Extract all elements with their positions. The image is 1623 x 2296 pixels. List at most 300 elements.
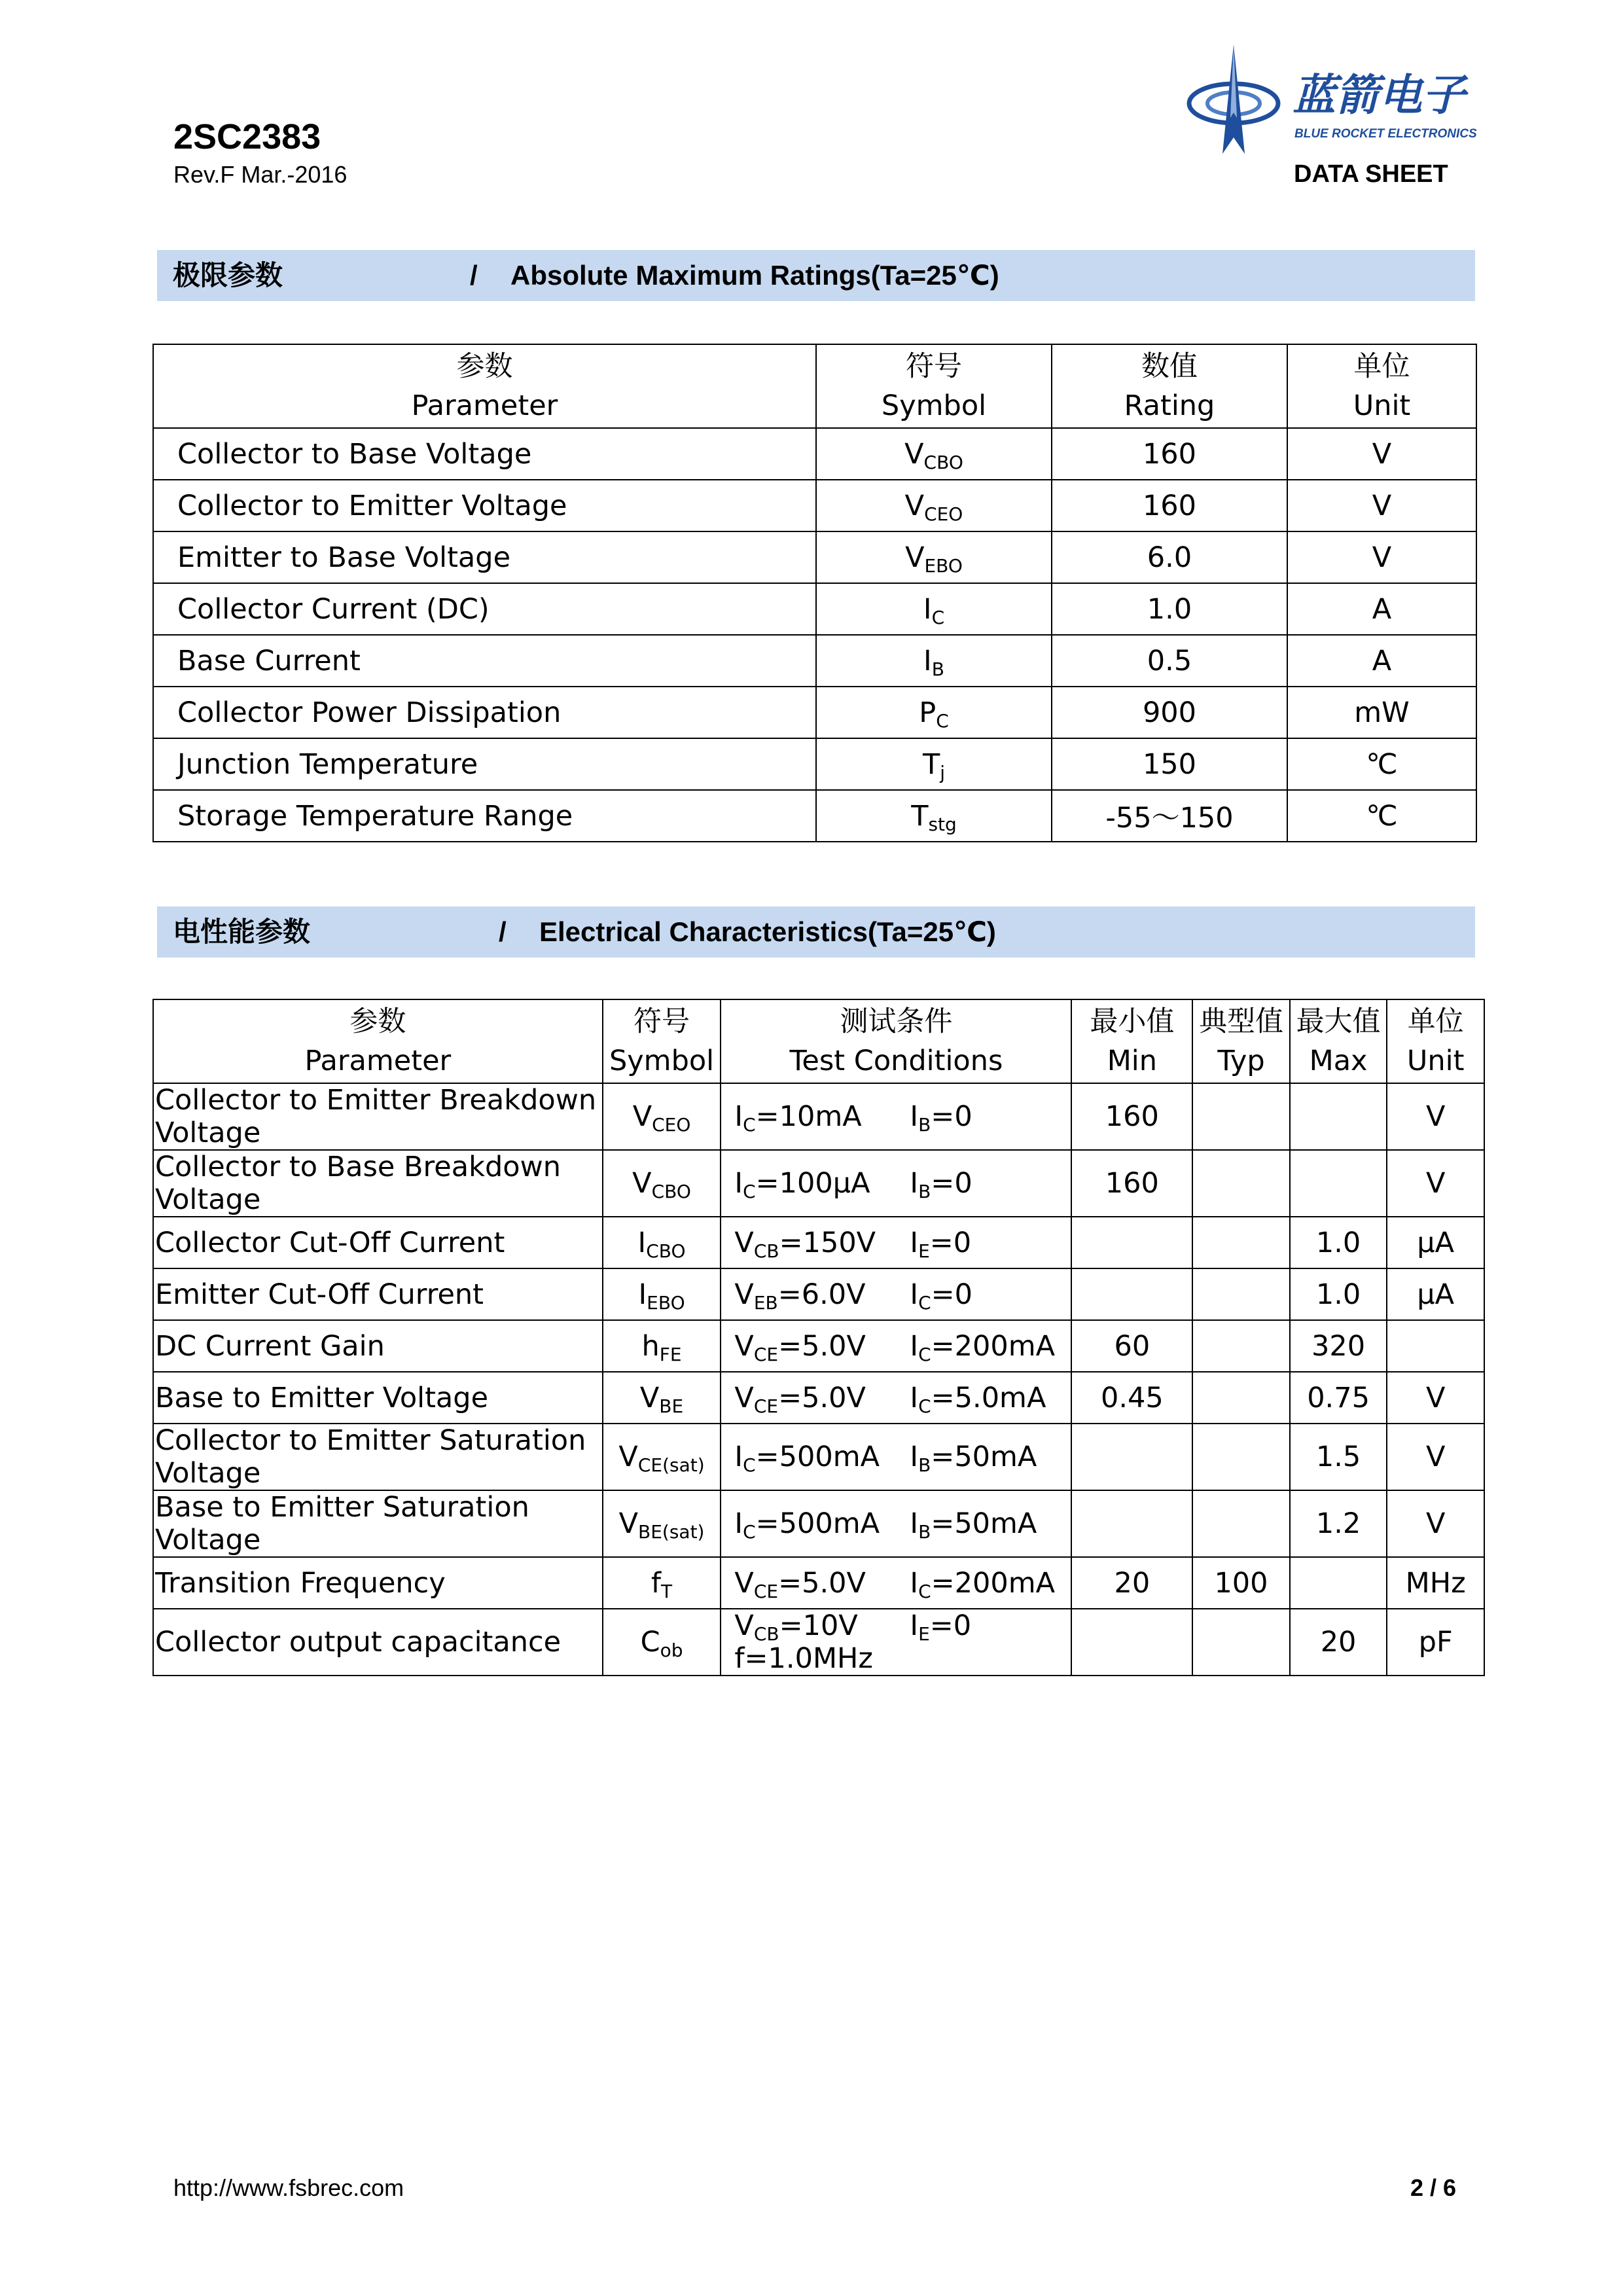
table-row	[153, 635, 1476, 687]
table-row	[153, 1268, 1484, 1320]
condition-term	[910, 1226, 972, 1262]
unit-cell: A	[1287, 583, 1476, 635]
max-cell: 320	[1290, 1320, 1387, 1372]
parameter-cell: Collector to Base Voltage	[153, 428, 816, 480]
table-row	[153, 687, 1476, 738]
condition-secondary	[910, 1441, 1037, 1476]
rating-cell: 900	[1052, 687, 1287, 738]
condition-primary	[734, 1381, 910, 1417]
parameter-cell: Base to Emitter Voltage	[153, 1372, 603, 1424]
condition-value: =200mA	[931, 1329, 1056, 1363]
condition-value: =500mA	[755, 1507, 880, 1540]
symbol-subscript: CEO	[924, 503, 963, 525]
condition-subscript: E	[918, 1623, 930, 1645]
symbol-subscript: EBO	[924, 554, 963, 577]
column-header-cn: 典型值	[1198, 1005, 1283, 1038]
test-conditions-cell	[721, 1490, 1071, 1557]
symbol-subscript: C	[931, 606, 945, 628]
table-row	[153, 480, 1476, 531]
condition-term	[910, 1441, 1037, 1476]
condition-value: =5.0V	[778, 1381, 866, 1414]
section-title-separator: /	[470, 260, 478, 291]
condition-primary	[734, 1441, 910, 1476]
table-row	[153, 531, 1476, 583]
condition-value: =0	[929, 1226, 972, 1259]
symbol-base: f	[651, 1566, 662, 1600]
electrical-characteristics-table	[152, 999, 1485, 1676]
symbol-cell	[816, 687, 1052, 738]
symbol-cell	[603, 1083, 721, 1150]
symbol-base: V	[905, 541, 925, 574]
section-title-en: Electrical Characteristics(Ta=25℃)	[539, 916, 996, 947]
condition-primary	[734, 1609, 910, 1675]
symbol-cell	[816, 738, 1052, 790]
table-row	[153, 1372, 1484, 1424]
condition-term	[734, 1100, 862, 1136]
condition-value: =500mA	[755, 1441, 880, 1473]
symbol-cell	[816, 531, 1052, 583]
condition-value: =0	[931, 1167, 972, 1200]
condition-term	[734, 1278, 866, 1314]
column-header-cn: 符号	[633, 1005, 690, 1038]
unit-cell: V	[1287, 531, 1476, 583]
condition-variable: I	[910, 1167, 919, 1200]
column-header-en: Max	[1309, 1045, 1368, 1077]
table-row	[153, 1557, 1484, 1609]
symbol-subscript: EBO	[647, 1291, 685, 1314]
unit-cell: V	[1387, 1490, 1484, 1557]
condition-subscript: CB	[753, 1623, 779, 1645]
column-header-cn: 测试条件	[840, 1005, 953, 1038]
column-header-en: Symbol	[609, 1045, 715, 1077]
test-conditions-cell	[721, 1268, 1071, 1320]
condition-value: =0	[931, 1100, 972, 1133]
condition-secondary	[910, 1567, 1055, 1600]
column-header	[1052, 344, 1287, 428]
typ-cell	[1192, 1609, 1290, 1676]
typ-cell	[1192, 1372, 1290, 1424]
column-header-cn: 最大值	[1296, 1005, 1381, 1038]
test-conditions-cell	[721, 1557, 1071, 1609]
unit-cell: V	[1287, 480, 1476, 531]
condition-subscript: C	[743, 1181, 756, 1202]
page-number: 2 / 6	[1410, 2174, 1457, 2201]
rating-cell: -55～150	[1052, 790, 1287, 842]
condition-variable: V	[734, 1278, 754, 1311]
condition-variable: I	[734, 1167, 743, 1200]
condition-subscript: C	[743, 1521, 756, 1543]
condition-variable: V	[734, 1381, 754, 1414]
condition-subscript: C	[743, 1454, 756, 1476]
unit-cell: μA	[1387, 1217, 1484, 1268]
condition-variable: V	[734, 1609, 754, 1642]
column-header	[816, 344, 1052, 428]
rating-cell: 1.0	[1052, 583, 1287, 635]
company-logo	[1185, 39, 1479, 164]
parameter-cell: Collector to Emitter Saturation Voltage	[153, 1424, 603, 1490]
condition-subscript: CB	[753, 1240, 779, 1262]
symbol-base: T	[922, 747, 940, 781]
condition-subscript: B	[918, 1521, 931, 1543]
condition-subscript: CE	[753, 1395, 779, 1417]
test-conditions-cell	[721, 1372, 1071, 1424]
symbol-cell	[603, 1490, 721, 1557]
symbol-base: P	[919, 696, 936, 729]
condition-term	[734, 1441, 880, 1476]
condition-variable: V	[734, 1329, 754, 1363]
max-cell	[1290, 1083, 1387, 1150]
min-cell: 160	[1071, 1083, 1192, 1150]
unit-cell: V	[1387, 1083, 1484, 1150]
section-title-en: Absolute Maximum Ratings(Ta=25℃)	[510, 260, 999, 291]
part-number: 2SC2383	[173, 117, 321, 156]
column-header-en: Typ	[1217, 1045, 1265, 1077]
min-cell: 60	[1071, 1320, 1192, 1372]
condition-variable: I	[910, 1441, 919, 1473]
condition-value: =150V	[779, 1226, 876, 1259]
section-electrical-heading	[157, 906, 1475, 958]
table-row	[153, 790, 1476, 842]
condition-variable: V	[734, 1226, 754, 1259]
condition-subscript: B	[918, 1114, 931, 1136]
condition-term	[734, 1226, 876, 1262]
condition-term	[734, 1167, 870, 1200]
column-header-cn: 最小值	[1090, 1005, 1175, 1038]
column-header-cn: 参数	[456, 350, 513, 383]
section-title-separator: /	[499, 916, 507, 947]
symbol-base: h	[641, 1329, 660, 1363]
min-cell	[1071, 1217, 1192, 1268]
parameter-cell: Collector Current (DC)	[153, 583, 816, 635]
condition-value: =200mA	[931, 1566, 1056, 1600]
footer-url: http://www.fsbrec.com	[173, 2174, 404, 2201]
revision: Rev.F Mar.-2016	[173, 161, 348, 188]
condition-variable: I	[910, 1609, 919, 1642]
test-conditions-cell	[721, 1150, 1071, 1217]
condition-term	[734, 1507, 880, 1543]
parameter-cell: Collector to Emitter Breakdown Voltage	[153, 1083, 603, 1150]
parameter-cell: Base to Emitter Saturation Voltage	[153, 1490, 603, 1557]
column-header	[1287, 344, 1476, 428]
min-cell	[1071, 1609, 1192, 1676]
condition-variable: V	[734, 1566, 754, 1600]
column-header-en: Symbol	[881, 389, 987, 422]
symbol-subscript: T	[661, 1580, 673, 1602]
doc-type: DATA SHEET	[1294, 160, 1448, 188]
column-header-en: Rating	[1124, 389, 1215, 422]
parameter-cell: Storage Temperature Range	[153, 790, 816, 842]
condition-variable: I	[910, 1278, 919, 1311]
rating-cell: 150	[1052, 738, 1287, 790]
condition-variable: I	[910, 1329, 919, 1363]
symbol-cell	[603, 1320, 721, 1372]
symbol-base: C	[640, 1626, 660, 1659]
column-header	[603, 999, 721, 1083]
condition-term	[910, 1100, 972, 1136]
max-cell	[1290, 1557, 1387, 1609]
condition-subscript: C	[918, 1343, 931, 1365]
condition-variable: I	[910, 1100, 919, 1133]
column-header-en: Test Conditions	[789, 1045, 1003, 1077]
max-cell: 20	[1290, 1609, 1387, 1676]
section-absolute-max-heading	[157, 250, 1475, 301]
unit-cell: ℃	[1287, 790, 1476, 842]
column-header	[153, 999, 603, 1083]
typ-cell: 100	[1192, 1557, 1290, 1609]
table-row	[153, 1217, 1484, 1268]
max-cell: 1.2	[1290, 1490, 1387, 1557]
condition-term	[910, 1567, 1055, 1600]
rating-cell: 160	[1052, 428, 1287, 480]
condition-value: f=1.0MHz	[734, 1642, 873, 1675]
condition-term	[910, 1278, 973, 1314]
column-header-cn: 数值	[1141, 350, 1198, 383]
condition-variable: I	[910, 1507, 919, 1540]
condition-secondary	[910, 1226, 972, 1262]
symbol-subscript: CBO	[923, 451, 963, 473]
condition-variable: I	[734, 1507, 743, 1540]
condition-primary	[734, 1226, 910, 1262]
symbol-cell	[603, 1372, 721, 1424]
min-cell: 20	[1071, 1557, 1192, 1609]
symbol-cell	[603, 1268, 721, 1320]
condition-primary	[734, 1167, 910, 1200]
parameter-cell: DC Current Gain	[153, 1320, 603, 1372]
rating-cell: 6.0	[1052, 531, 1287, 583]
condition-term	[734, 1609, 858, 1645]
condition-primary	[734, 1330, 910, 1363]
column-header	[153, 344, 816, 428]
unit-cell: V	[1387, 1372, 1484, 1424]
column-header-en: Min	[1107, 1045, 1157, 1077]
symbol-base: I	[923, 592, 932, 626]
symbol-cell	[816, 480, 1052, 531]
condition-subscript: CE	[753, 1343, 779, 1365]
logo-chinese-name: 蓝箭电子	[1293, 70, 1465, 120]
min-cell	[1071, 1424, 1192, 1490]
symbol-cell	[816, 790, 1052, 842]
column-header	[721, 999, 1071, 1083]
column-header	[1290, 999, 1387, 1083]
symbol-base: V	[618, 1441, 638, 1473]
column-header	[1071, 999, 1192, 1083]
table-row	[153, 1320, 1484, 1372]
test-conditions-cell	[721, 1424, 1071, 1490]
condition-value: =5.0V	[778, 1329, 866, 1363]
condition-value: =5.0mA	[931, 1381, 1046, 1414]
parameter-cell: Base Current	[153, 635, 816, 687]
min-cell	[1071, 1268, 1192, 1320]
section-title-cn: 极限参数	[173, 260, 283, 291]
symbol-subscript: CEO	[652, 1114, 691, 1136]
parameter-cell: Junction Temperature	[153, 738, 816, 790]
symbol-subscript: ob	[660, 1640, 683, 1661]
parameter-cell: Collector Power Dissipation	[153, 687, 816, 738]
rating-cell: 0.5	[1052, 635, 1287, 687]
symbol-base: I	[923, 644, 932, 677]
condition-term	[910, 1609, 972, 1645]
typ-cell	[1192, 1320, 1290, 1372]
parameter-cell: Collector to Emitter Voltage	[153, 480, 816, 531]
condition-value: =6.0V	[777, 1278, 866, 1311]
symbol-base: V	[632, 1167, 652, 1200]
typ-cell	[1192, 1150, 1290, 1217]
condition-term	[910, 1507, 1037, 1543]
column-header-cn: 单位	[1353, 350, 1410, 383]
unit-cell: V	[1387, 1150, 1484, 1217]
symbol-base: V	[639, 1381, 660, 1414]
symbol-base: T	[911, 799, 929, 833]
condition-secondary	[910, 1100, 972, 1136]
column-header	[1387, 999, 1484, 1083]
condition-value: =10mA	[755, 1100, 862, 1133]
condition-subscript: B	[918, 1454, 931, 1476]
condition-value: =10V	[779, 1609, 858, 1642]
min-cell: 0.45	[1071, 1372, 1192, 1424]
symbol-subscript: j	[940, 761, 946, 783]
condition-secondary	[910, 1381, 1046, 1417]
symbol-subscript: CE(sat)	[637, 1454, 705, 1476]
symbol-subscript: stg	[928, 813, 957, 835]
condition-secondary	[910, 1609, 972, 1645]
unit-cell: V	[1287, 428, 1476, 480]
symbol-cell	[816, 635, 1052, 687]
condition-variable: I	[910, 1566, 919, 1600]
condition-term	[734, 1381, 866, 1417]
symbol-cell	[603, 1150, 721, 1217]
table-row	[153, 738, 1476, 790]
column-header-en: Parameter	[411, 389, 558, 422]
parameter-cell: Emitter Cut-Off Current	[153, 1268, 603, 1320]
max-cell: 1.5	[1290, 1424, 1387, 1490]
typ-cell	[1192, 1268, 1290, 1320]
absolute-max-ratings-table	[152, 344, 1477, 842]
condition-variable: I	[734, 1100, 743, 1133]
condition-term	[734, 1567, 866, 1600]
table-row	[153, 1490, 1484, 1557]
condition-value: =100μA	[755, 1167, 870, 1200]
symbol-cell	[816, 428, 1052, 480]
parameter-cell: Transition Frequency	[153, 1557, 603, 1609]
parameter-cell: Collector to Base Breakdown Voltage	[153, 1150, 603, 1217]
table-row	[153, 583, 1476, 635]
column-header-cn: 单位	[1407, 1005, 1464, 1038]
max-cell: 1.0	[1290, 1268, 1387, 1320]
test-conditions-cell	[721, 1320, 1071, 1372]
max-cell: 0.75	[1290, 1372, 1387, 1424]
condition-term	[734, 1330, 866, 1363]
typ-cell	[1192, 1424, 1290, 1490]
column-header-en: Unit	[1353, 389, 1411, 422]
typ-cell	[1192, 1490, 1290, 1557]
condition-variable: I	[910, 1226, 919, 1259]
condition-value: =0	[929, 1609, 972, 1642]
symbol-base: V	[904, 437, 924, 471]
column-header-cn: 符号	[906, 350, 962, 383]
unit-cell: A	[1287, 635, 1476, 687]
min-cell	[1071, 1490, 1192, 1557]
unit-cell: MHz	[1387, 1557, 1484, 1609]
condition-subscript: CE	[753, 1580, 779, 1602]
condition-secondary	[910, 1167, 972, 1200]
unit-cell: pF	[1387, 1609, 1484, 1676]
test-conditions-cell	[721, 1609, 1071, 1676]
max-cell	[1290, 1150, 1387, 1217]
symbol-subscript: C	[936, 709, 949, 732]
condition-secondary	[910, 1330, 1055, 1363]
symbol-cell	[603, 1557, 721, 1609]
parameter-cell: Collector Cut-Off Current	[153, 1217, 603, 1268]
symbol-base: V	[618, 1507, 638, 1540]
symbol-base: I	[637, 1226, 647, 1259]
logo-english-name: BLUE ROCKET ELECTRONICS	[1294, 127, 1477, 141]
condition-term	[910, 1167, 972, 1200]
condition-subscript: C	[918, 1580, 931, 1602]
symbol-subscript: FE	[659, 1343, 682, 1365]
symbol-subscript: CBO	[651, 1181, 691, 1202]
symbol-subscript: CBO	[646, 1240, 686, 1262]
column-header-cn: 参数	[349, 1005, 406, 1038]
condition-term	[910, 1330, 1055, 1363]
condition-primary	[734, 1100, 910, 1136]
symbol-cell	[816, 583, 1052, 635]
table-row	[153, 1083, 1484, 1150]
table-row	[153, 428, 1476, 480]
condition-subscript: C	[743, 1114, 756, 1136]
symbol-base: V	[632, 1100, 652, 1133]
typ-cell	[1192, 1083, 1290, 1150]
parameter-cell: Emitter to Base Voltage	[153, 531, 816, 583]
condition-primary	[734, 1567, 910, 1600]
column-header-en: Parameter	[304, 1045, 452, 1077]
typ-cell	[1192, 1217, 1290, 1268]
max-cell: 1.0	[1290, 1217, 1387, 1268]
condition-value: =50mA	[931, 1441, 1037, 1473]
condition-value: =50mA	[931, 1507, 1037, 1540]
unit-cell: mW	[1287, 687, 1476, 738]
symbol-cell	[603, 1424, 721, 1490]
min-cell: 160	[1071, 1150, 1192, 1217]
condition-primary	[734, 1507, 910, 1543]
table-header-row	[153, 999, 1484, 1083]
symbol-base: I	[638, 1278, 647, 1311]
condition-subscript: EB	[753, 1291, 778, 1314]
condition-subscript: E	[918, 1240, 930, 1262]
rating-cell: 160	[1052, 480, 1287, 531]
condition-secondary	[910, 1278, 973, 1314]
condition-term	[734, 1642, 873, 1675]
unit-cell	[1387, 1320, 1484, 1372]
condition-value: =0	[931, 1278, 973, 1311]
condition-subscript: B	[918, 1181, 931, 1202]
symbol-subscript: B	[931, 658, 944, 680]
column-header-en: Unit	[1406, 1045, 1465, 1077]
condition-variable: I	[734, 1441, 743, 1473]
table-header-row	[153, 344, 1476, 428]
condition-variable: I	[910, 1381, 919, 1414]
symbol-subscript: BE	[659, 1395, 684, 1417]
condition-term	[910, 1381, 1046, 1417]
unit-cell: ℃	[1287, 738, 1476, 790]
condition-subscript: C	[918, 1395, 931, 1417]
symbol-base: V	[904, 489, 925, 522]
table-row	[153, 1609, 1484, 1676]
symbol-cell	[603, 1609, 721, 1676]
symbol-subscript: BE(sat)	[638, 1521, 705, 1543]
unit-cell: V	[1387, 1424, 1484, 1490]
table-row	[153, 1424, 1484, 1490]
column-header	[1192, 999, 1290, 1083]
